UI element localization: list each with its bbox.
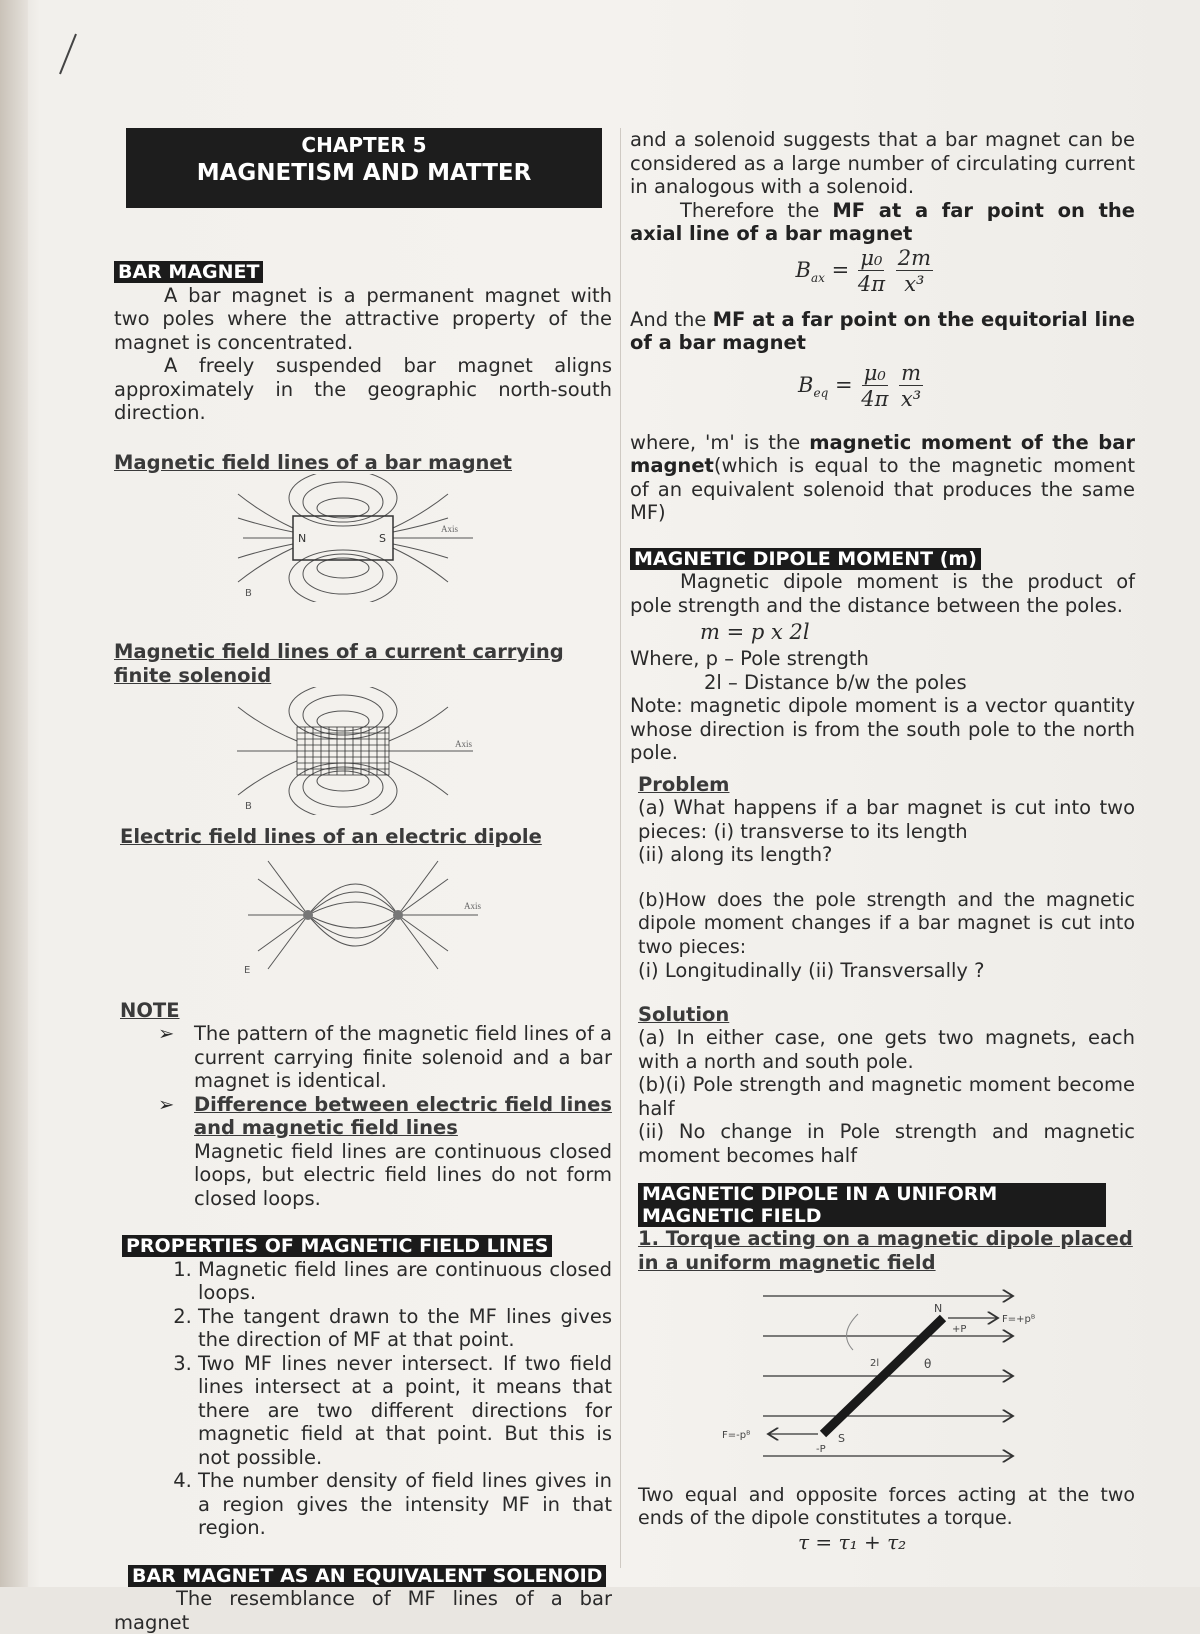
axial-equation: $B_{ax}$ = $\frac{\text{μ₀}}{4\pi}$ $\frac{2m}{\text{x³}}$ [795, 245, 931, 296]
fig2-b-label: B [245, 801, 252, 812]
axial-num2: 2m [897, 245, 931, 270]
torque-f-plus-label: F=+pᴮ [1002, 1314, 1036, 1325]
torque-n-label: N [934, 1302, 943, 1315]
where-m [630, 431, 1135, 525]
where-m-bold: magnetic moment of the bar magnet [630, 430, 1135, 477]
dipole-moment-heading: MAGNETIC DIPOLE MOMENT (m) [630, 548, 981, 570]
chapter-title: MAGNETISM AND MATTER [196, 160, 532, 186]
problem-heading: Problem [638, 772, 730, 796]
equatorial-intro [630, 308, 1135, 355]
bar-magnet-p1: A bar magnet is a permanent magnet with two poles where the attractive property of the magnet is concentrated. [114, 283, 612, 354]
properties-heading: PROPERTIES OF MAGNETIC FIELD LINES [122, 1235, 552, 1257]
equ-num2: m [901, 360, 921, 385]
fig3-caption: Electric field lines of an electric dipole [120, 825, 542, 848]
torque-s-label: S [838, 1432, 845, 1445]
torque-p1: Two equal and opposite forces acting at the two ends of the dipole constitutes a torque. [638, 1483, 1135, 1529]
axial-num1: μ₀ [860, 245, 883, 270]
axial-den1: 4π [857, 271, 886, 296]
dipole-moment-p1: Magnetic dipole moment is the product of pole strength and the distance between the poles. [630, 570, 1135, 617]
right-column [630, 128, 1135, 1554]
problem-b2: (i) Longitudinally (ii) Transversally ? [638, 959, 985, 982]
note-item1-text: The pattern of the magnetic field lines of a current carrying finite solenoid and a bar magnet is identical. [194, 1022, 612, 1092]
torque-minus-p-label: -P [816, 1444, 826, 1455]
fig3-axis-label: Axis [464, 900, 482, 911]
column-divider [620, 128, 621, 1568]
equ-den1: 4π [861, 386, 889, 411]
fig1-caption: Magnetic field lines of a bar magnet [114, 450, 512, 474]
bar-magnet-field-figure [233, 474, 493, 602]
fig1-b-label: B [245, 588, 252, 599]
note-marker-icon: ➢ [158, 1022, 175, 1045]
equ-den2: x³ [900, 386, 922, 411]
solution-a: (a) In either case, one gets two magnets, each with a north and south pole. [638, 1026, 1135, 1073]
axial-intro [630, 199, 1135, 246]
note-marker-icon: ➢ [158, 1092, 175, 1116]
properties-item: 1. Magnetic field lines are continuous closed loops. [198, 1258, 612, 1305]
problem-a: (a) What happens if a bar magnet is cut into two pieces: (i) transverse to its length [638, 796, 1135, 843]
equiv-solenoid-heading: BAR MAGNET AS AN EQUIVALENT SOLENOID [128, 1565, 606, 1587]
fig1-n-label: N [298, 532, 307, 545]
electric-dipole-field-figure [228, 849, 498, 979]
torque-equation: τ = τ₁ + τ₂ [798, 1529, 907, 1554]
fig3-e-label: E [244, 964, 251, 976]
solenoid-field-figure [233, 687, 493, 815]
note-item2-title: Difference between electric field lines and magnetic field lines [194, 1092, 612, 1139]
where-m-pre: where, 'm' is the [630, 430, 810, 454]
problem-b: (b)How does the pole strength and the magnetic dipole moment changes if a bar magnet is cut into two pieces: [638, 888, 1135, 958]
torque-diagram [638, 1274, 1108, 1464]
bar-magnet-p2: A freely suspended bar magnet aligns approximately in the geographic north-south direction. [114, 354, 612, 424]
chapter-banner [126, 128, 602, 208]
note-item2-text: Magnetic field lines are continuous closed loops, but electric field lines do not form closed loops. [194, 1139, 612, 1210]
problem-block [630, 773, 1135, 1555]
fig1-s-label: S [379, 532, 386, 545]
pen-mark [54, 30, 84, 80]
problem-a2: (ii) along its length? [638, 843, 833, 866]
axial-lhs: B [795, 257, 811, 282]
equatorial-equation: $B_{eq}$ = $\frac{\text{μ₀}}{4\pi}$ $\frac{m}{\text{x³}}$ [798, 360, 922, 411]
dipole-moment-note: Note: magnetic dipole moment is a vector quantity whose direction is from the south pole to the north pole. [630, 694, 1135, 764]
properties-item: 2. The tangent drawn to the MF lines gives the direction of MF at that point. [198, 1305, 612, 1352]
where-p: Where, p – Pole strength [630, 647, 869, 670]
axial-intro-bold: MF at a far point on the axial line of a bar magnet [630, 198, 1135, 245]
where-2l: 2l – Distance b/w the poles [704, 670, 967, 694]
equ-lhs: B [798, 372, 814, 397]
axial-den2: x³ [904, 271, 925, 296]
solution-b2: (ii) No change in Pole strength and magnetic moment becomes half [638, 1120, 1135, 1167]
equ-sub: eq [813, 385, 829, 400]
properties-list [114, 1258, 612, 1540]
fig1-axis-label: Axis [441, 524, 459, 534]
note-item-2 [114, 1093, 612, 1211]
equiv-p1-cont: and a solenoid suggests that a bar magnet can be considered as a large number of circulating current in analogous with a solenoid. [630, 128, 1135, 198]
properties-item: 3. Two MF lines never intersect. If two field lines intersect at a point, it means that there are two different directions for magnetic field at that point. But this is not possible. [198, 1352, 612, 1470]
axial-sub: ax [810, 270, 825, 285]
fig2-caption: Magnetic field lines of a current carrying finite solenoid [114, 640, 564, 687]
torque-theta-label: θ [924, 1357, 932, 1371]
equiv-p1: The resemblance of MF lines of a bar magnet [114, 1587, 612, 1634]
uniform-field-heading: MAGNETIC DIPOLE IN A UNIFORM MAGNETIC FIELD [638, 1183, 1106, 1227]
where-m-post: (which is equal to the magnetic moment of an equivalent solenoid that produces the same MF) [630, 454, 1135, 524]
left-column [114, 128, 612, 1634]
torque-f-minus-label: F=-pᴮ [722, 1430, 751, 1441]
fig2-axis-label: Axis [455, 739, 473, 749]
properties-item: 4. The number density of field lines gives in a region gives the intensity MF in that region. [198, 1469, 612, 1540]
solution-b1: (b)(i) Pole strength and magnetic moment become half [638, 1073, 1135, 1120]
torque-plus-p-label: +P [952, 1324, 967, 1335]
note-heading: NOTE [120, 998, 180, 1022]
chapter-number: CHAPTER 5 [301, 133, 427, 157]
solution-heading: Solution [638, 1002, 730, 1026]
axial-intro-text: Therefore the [680, 198, 833, 222]
equatorial-intro-bold: MF at a far point on the equitorial line of a bar magnet [630, 307, 1135, 354]
torque-subheading: 1. Torque acting on a magnetic dipole placed in a uniform magnetic field [638, 1227, 1133, 1274]
page-edge-shadow [0, 0, 28, 1587]
torque-2l-label: 2l [870, 1358, 880, 1369]
bar-magnet-heading: BAR MAGNET [114, 261, 263, 283]
note-item-1 [114, 1022, 612, 1093]
dipole-moment-equation: m = p x 2l [700, 620, 810, 644]
equ-num1: μ₀ [863, 360, 886, 385]
equatorial-intro-text: And the [630, 307, 713, 331]
